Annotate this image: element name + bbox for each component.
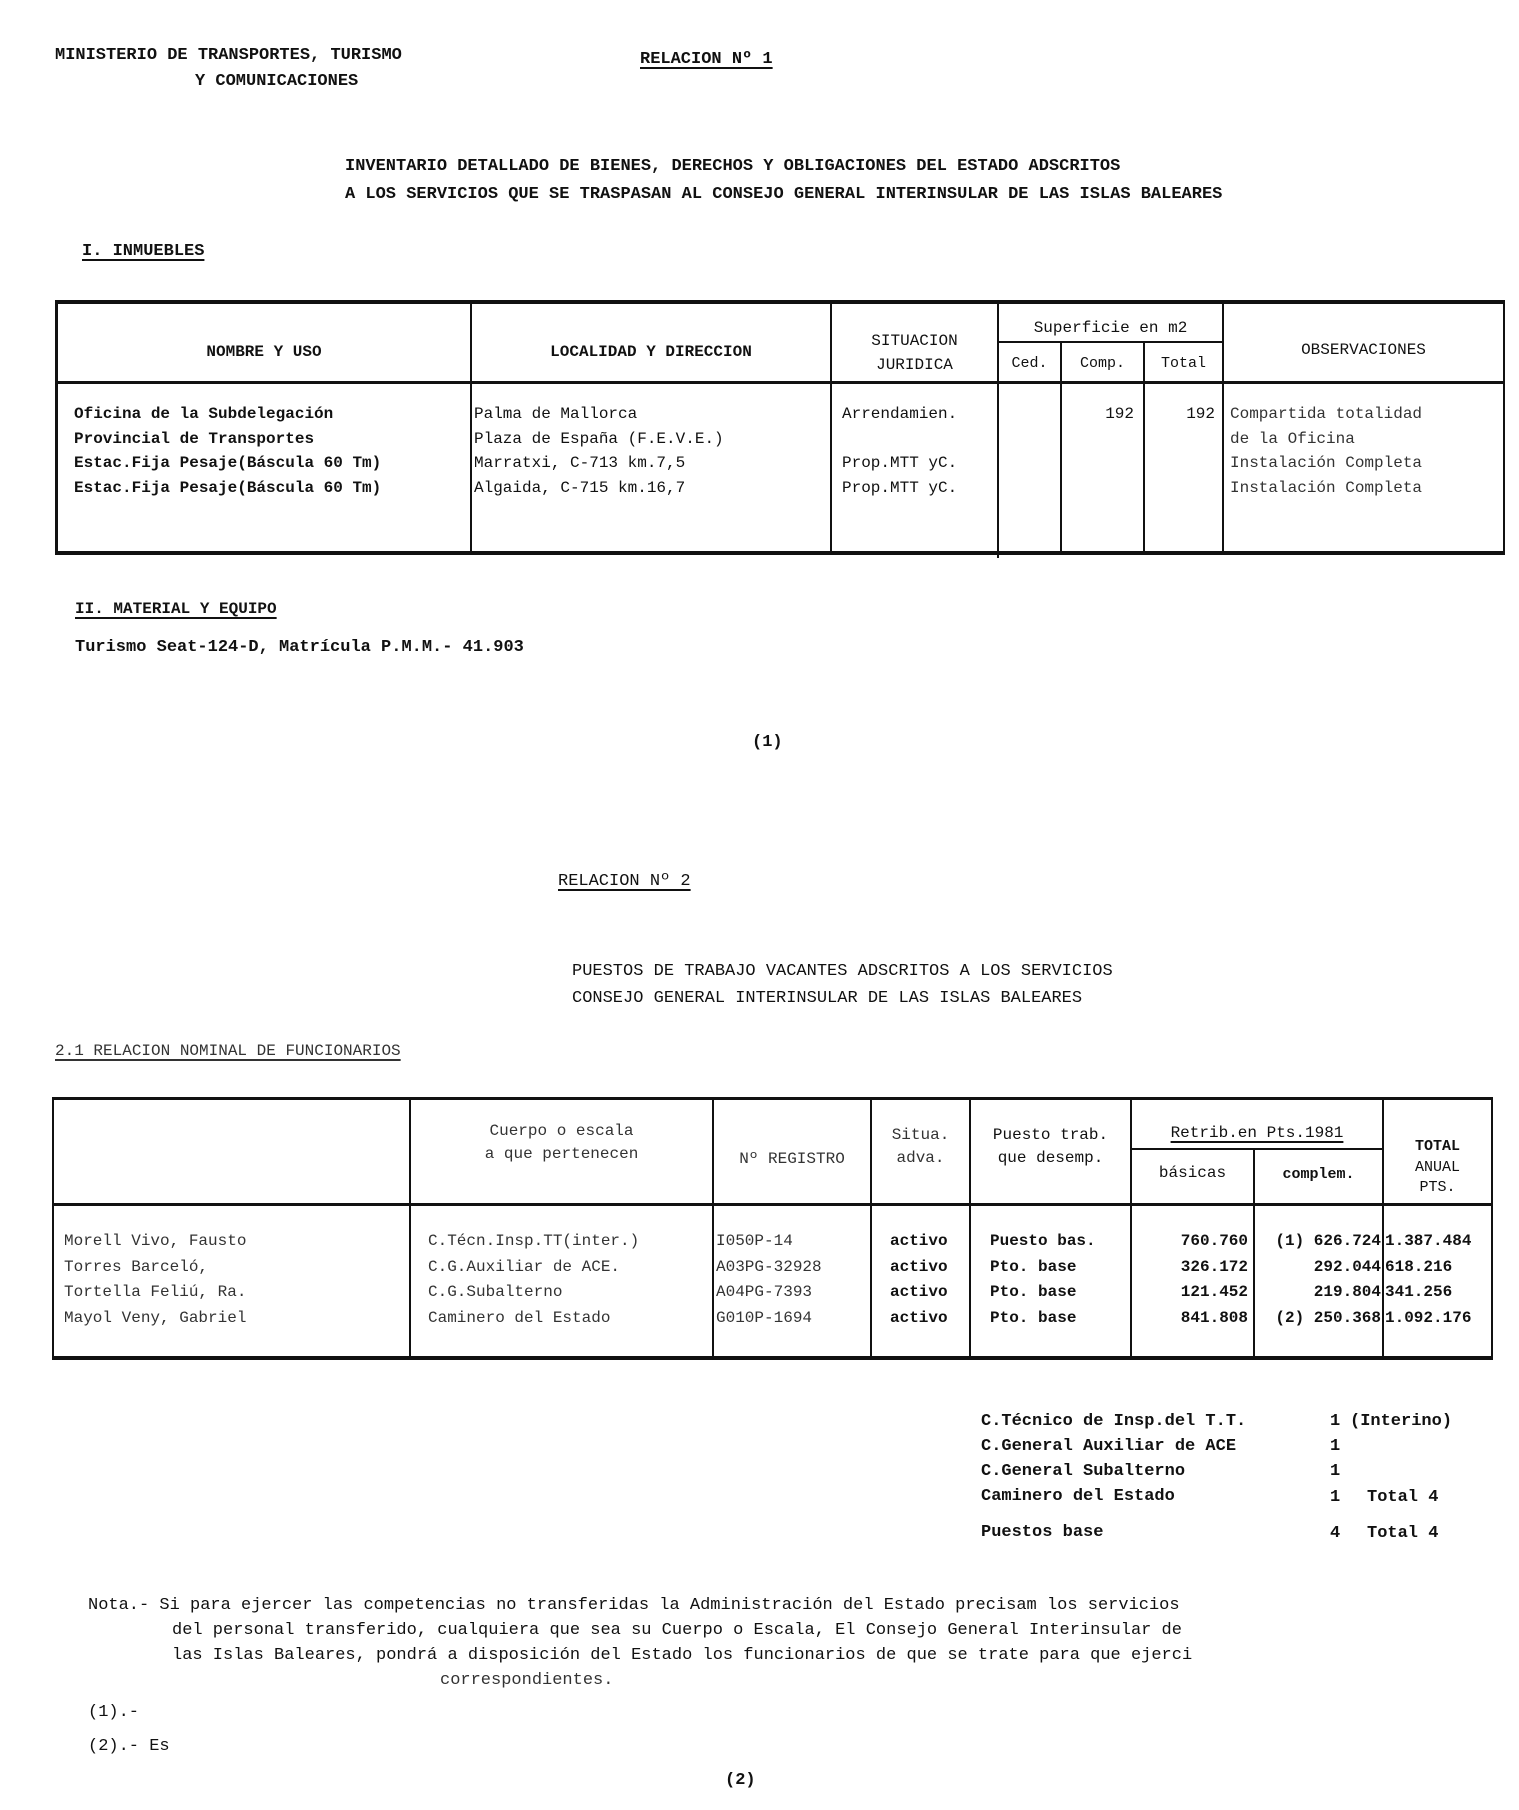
- cell-situacion: Arrendamien.: [842, 405, 958, 423]
- col-puesto-1: Puesto trab.: [992, 1126, 1109, 1144]
- cell-situacion: Prop.MTT yC.: [842, 454, 958, 472]
- relacion-1-title: RELACION Nº 1: [640, 50, 773, 69]
- cell-localidad: Marratxi, C-713 km.7,5: [474, 454, 686, 472]
- cell-nombre: Oficina de la Subdelegación: [74, 405, 334, 423]
- col-comp: Comp.: [1079, 355, 1125, 372]
- col-superficie: Superficie en m2: [1033, 319, 1188, 337]
- col-total-values: [1385, 1229, 1490, 1331]
- col-nombre-y-uso: NOMBRE Y USO: [206, 343, 322, 361]
- cell-complem: (2) 250.368: [1275, 1308, 1381, 1327]
- relacion-2-subtitle-2: CONSEJO GENERAL INTERINSULAR DE LAS ISLAS BALEARES: [572, 989, 1083, 1008]
- cell-nombre: Morell Vivo, Fausto: [64, 1232, 247, 1250]
- material-item: Turismo Seat-124-D, Matrícula P.M.M.- 41.903: [75, 638, 524, 657]
- col-localidad: LOCALIDAD Y DIRECCION: [550, 343, 752, 361]
- summary-label: C.General Auxiliar de ACE: [981, 1437, 1237, 1456]
- section-material-heading: II. MATERIAL Y EQUIPO: [75, 600, 277, 618]
- cell-total: 1.092.176: [1385, 1308, 1472, 1327]
- col-situacion-2: JURIDICA: [876, 356, 953, 374]
- col-cuerpo-1: Cuerpo o escala: [489, 1122, 634, 1140]
- cell-localidad: Plaza de España (F.E.V.E.): [474, 429, 724, 448]
- table-row: [1230, 402, 1422, 500]
- col-ced: Ced.: [1011, 355, 1048, 372]
- summary-label: C.Técnico de Insp.del T.T.: [981, 1412, 1247, 1431]
- col-puesto-values: [990, 1229, 1096, 1331]
- cell-total: 1.387.484: [1385, 1232, 1472, 1250]
- cell-situacion: Prop.MTT yC.: [842, 478, 958, 497]
- cell-complem: 292.044: [1313, 1257, 1381, 1276]
- cell-basicas: 760.760: [1180, 1232, 1248, 1250]
- footnote-2: (2).- Es: [88, 1737, 170, 1756]
- cell-registro: A03PG-32928: [716, 1257, 822, 1276]
- cell-situa: activo: [890, 1283, 948, 1301]
- col-complem-values: [1255, 1229, 1381, 1331]
- cell-observaciones: Instalación Completa: [1230, 478, 1423, 497]
- cell-situa: activo: [890, 1232, 948, 1250]
- document-title-line-2: A LOS SERVICIOS QUE SE TRASPASAN AL CONSEJO GENERAL INTERINSULAR DE LAS ISLAS BALEARES: [345, 185, 1223, 204]
- summary-count: 4: [1330, 1524, 1341, 1543]
- relacion-2-title: RELACION Nº 2: [558, 872, 691, 891]
- col-situa-1: Situa.: [891, 1126, 950, 1144]
- cell-complem: (1) 626.724: [1275, 1232, 1381, 1250]
- cell-nombre: Mayol Veny, Gabriel: [64, 1308, 247, 1327]
- cell-nombre: Torres Barceló,: [64, 1257, 209, 1276]
- cell-observaciones: Instalación Completa: [1230, 454, 1423, 472]
- col-observaciones: OBSERVACIONES: [1301, 341, 1426, 359]
- col-situacion-1: SITUACION: [871, 332, 958, 350]
- cell-cuerpo: Caminero del Estado: [428, 1308, 611, 1327]
- col-registro: Nº REGISTRO: [739, 1150, 845, 1168]
- cell-registro: I050P-14: [716, 1232, 793, 1250]
- relacion-2-subtitle-1: PUESTOS DE TRABAJO VACANTES ADSCRITOS A LOS SERVICIOS: [572, 962, 1113, 981]
- cell-localidad: Algaida, C-715 km.16,7: [474, 478, 686, 497]
- cell-localidad: Palma de Mallorca: [474, 405, 638, 423]
- funcionarios-heading: 2.1 RELACION NOMINAL DE FUNCIONARIOS: [55, 1042, 401, 1060]
- table-row: [74, 402, 381, 500]
- col-basicas-values: [1132, 1229, 1248, 1331]
- nota-line-4: correspondientes.: [440, 1671, 614, 1690]
- col-complem: complem.: [1282, 1166, 1355, 1183]
- cell-basicas: 841.808: [1180, 1308, 1248, 1327]
- cell-total: 192: [1186, 405, 1215, 423]
- summary-count: 1: [1330, 1437, 1341, 1456]
- col-total: Total: [1160, 355, 1206, 372]
- col-cuerpo-2: a que pertenecen: [484, 1145, 639, 1163]
- col-situa-2: adva.: [896, 1149, 945, 1167]
- col-situa-values: [890, 1229, 969, 1331]
- cell-complem: 219.804: [1313, 1283, 1381, 1301]
- col-registro-values: [716, 1229, 822, 1331]
- col-basicas: básicas: [1158, 1164, 1227, 1182]
- cell-basicas: 326.172: [1180, 1257, 1248, 1276]
- summary-count: 1: [1330, 1412, 1341, 1431]
- document-title-line-1: INVENTARIO DETALLADO DE BIENES, DERECHOS Y OBLIGACIONES DEL ESTADO ADSCRITOS: [345, 157, 1121, 176]
- cell-cuerpo: C.G.Subalterno: [428, 1283, 563, 1301]
- cell-puesto: Pto. base: [990, 1308, 1077, 1327]
- col-total-2: ANUAL: [1414, 1159, 1460, 1176]
- table-row: [842, 402, 957, 500]
- ministry-line-2: Y COMUNICACIONES: [195, 72, 359, 91]
- summary-count: 1: [1330, 1462, 1341, 1481]
- cell-situa: activo: [890, 1308, 948, 1327]
- summary-extra: (Interino): [1350, 1412, 1453, 1431]
- cell-basicas: 121.452: [1180, 1283, 1248, 1301]
- col-total-3: PTS.: [1419, 1179, 1456, 1196]
- footnote-1: (1).-: [88, 1703, 140, 1722]
- summary-label: C.General Subalterno: [981, 1462, 1186, 1481]
- page-number-2: (2): [725, 1771, 756, 1790]
- cell-cuerpo: C.G.Auxiliar de ACE.: [428, 1257, 621, 1276]
- cell-total: 341.256: [1385, 1283, 1453, 1301]
- nota-line-3: las Islas Baleares, pondrá a disposición del Estado los funcionarios de que se trate para que ejerci: [172, 1646, 1193, 1665]
- nota-line-2: del personal transferido, cualquiera que sea su Cuerpo o Escala, El Consejo General Interinsular de: [172, 1621, 1182, 1640]
- nota-line-1: Nota.- Si para ejercer las competencias no transferidas la Administración del Estado precisam los servicios: [88, 1596, 1180, 1615]
- summary-label: Puestos base: [981, 1523, 1104, 1542]
- cell-puesto: Pto. base: [990, 1283, 1077, 1301]
- col-retrib: Retrib.en Pts.1981: [1170, 1124, 1344, 1142]
- cell-total: 618.216: [1385, 1257, 1453, 1276]
- section-inmuebles-heading: I. INMUEBLES: [82, 242, 205, 261]
- cell-observaciones: Compartida totalidad: [1230, 405, 1423, 423]
- col-nombre: [64, 1229, 246, 1331]
- summary-total: Total 4: [1367, 1524, 1439, 1543]
- col-puesto-2: que desemp.: [997, 1149, 1104, 1167]
- summary-label: Caminero del Estado: [981, 1487, 1175, 1506]
- page-number-1: (1): [752, 733, 783, 752]
- cell-nombre: Estac.Fija Pesaje(Báscula 60 Tm): [74, 478, 382, 497]
- cell-situa: activo: [890, 1257, 948, 1276]
- cell-comp: 192: [1105, 405, 1134, 423]
- cell-observaciones: de la Oficina: [1230, 429, 1355, 448]
- cell-cuerpo: C.Técn.Insp.TT(inter.): [428, 1232, 640, 1250]
- summary-total: Total 4: [1367, 1488, 1439, 1507]
- ministry-line-1: MINISTERIO DE TRANSPORTES, TURISMO: [55, 46, 402, 65]
- cell-nombre: Provincial de Transportes: [74, 429, 315, 448]
- cell-puesto: Pto. base: [990, 1257, 1077, 1276]
- summary-count: 1: [1330, 1488, 1341, 1507]
- cell-registro: A04PG-7393: [716, 1283, 813, 1301]
- table-row: [474, 402, 724, 500]
- col-total-1: TOTAL: [1414, 1138, 1460, 1155]
- col-cuerpo: [428, 1229, 639, 1331]
- cell-puesto: Puesto bas.: [990, 1232, 1096, 1250]
- cell-registro: G010P-1694: [716, 1308, 813, 1327]
- cell-nombre: Tortella Feliú, Ra.: [64, 1283, 247, 1301]
- cell-nombre: Estac.Fija Pesaje(Báscula 60 Tm): [74, 454, 382, 472]
